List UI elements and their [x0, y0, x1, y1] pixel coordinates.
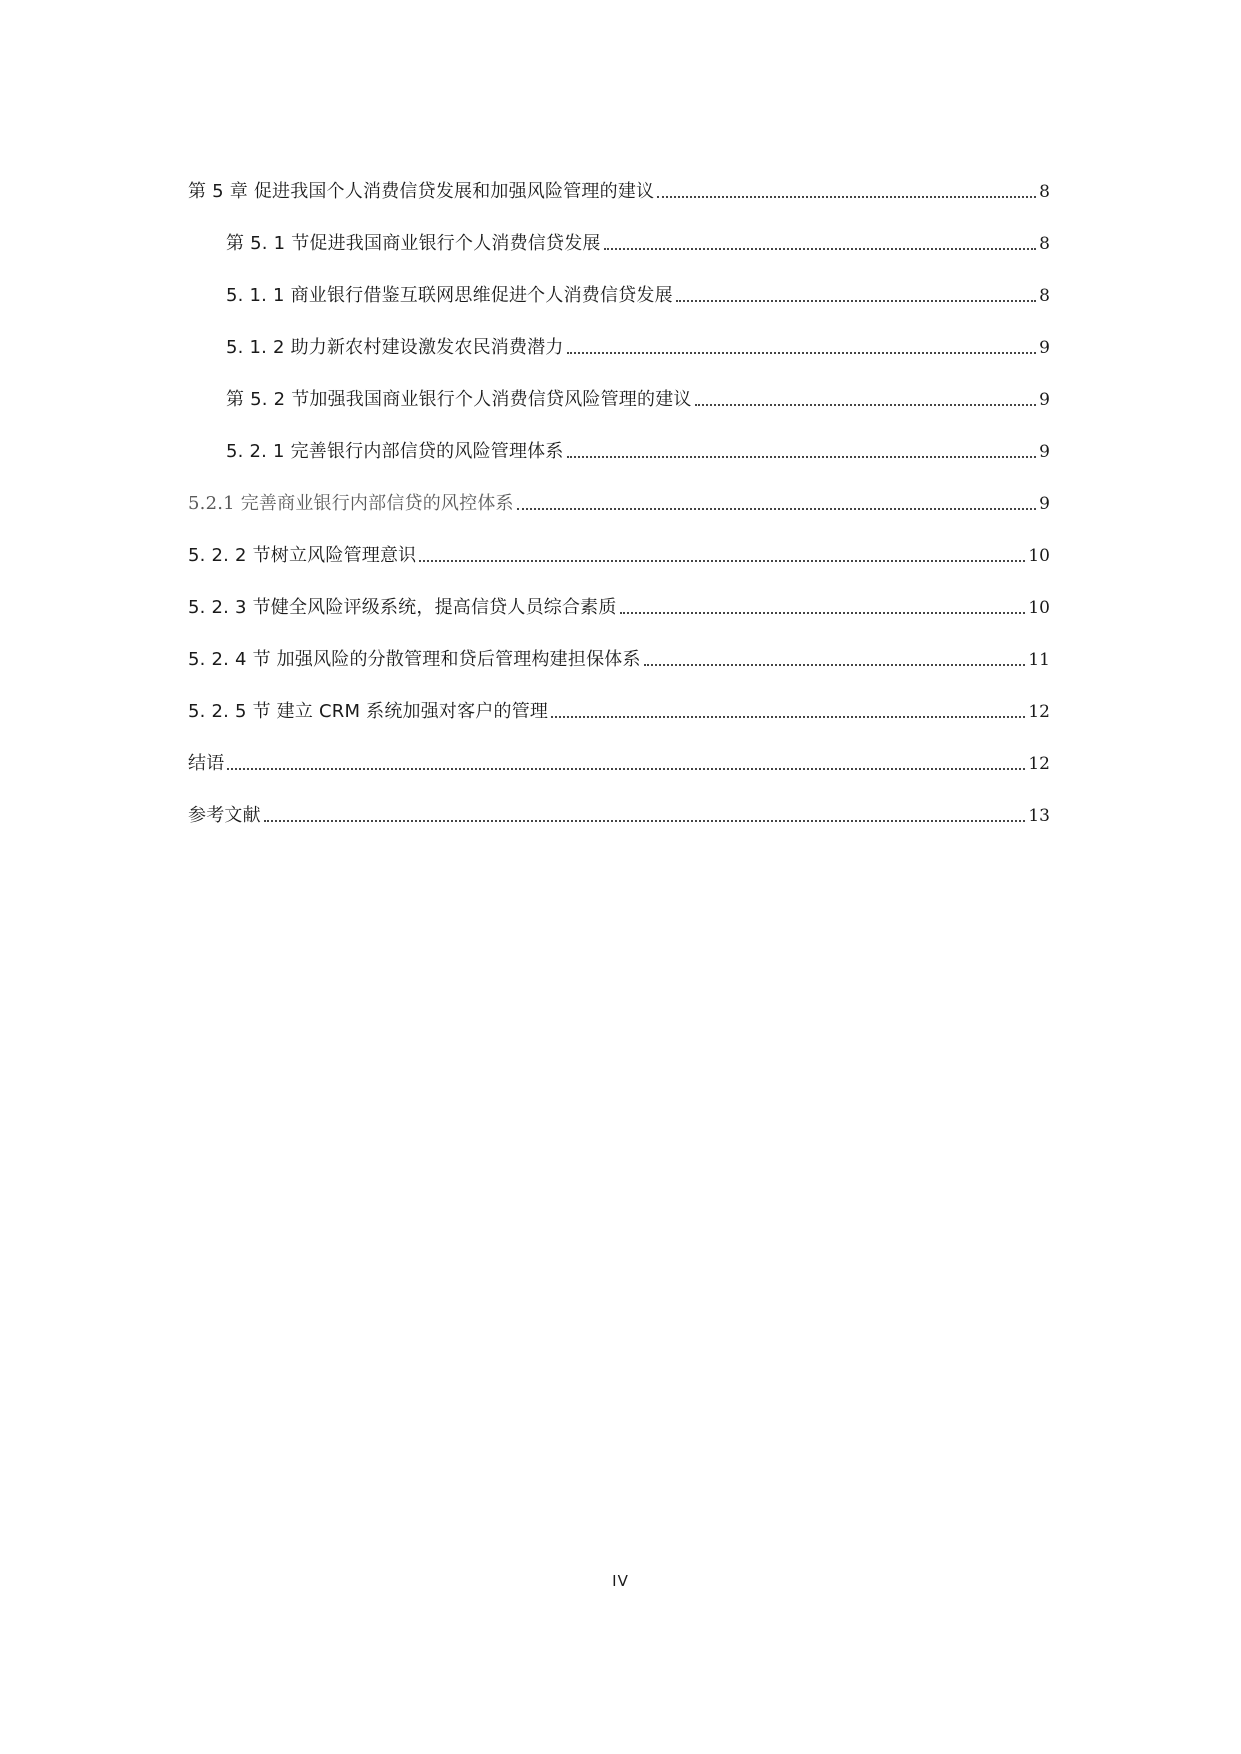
toc-dot-leader [695, 404, 1037, 406]
toc-entry-conclusion[interactable] [188, 723, 1050, 775]
toc-entry-section-5-1[interactable] [188, 203, 1050, 255]
toc-dot-leader [567, 456, 1037, 458]
toc-entry-subsection-5-2-4[interactable] [188, 619, 1050, 671]
toc-dot-leader [551, 716, 1025, 718]
toc-entry-page: 8 [1039, 234, 1050, 254]
toc-entry-section-5-2[interactable] [188, 359, 1050, 411]
toc-entry-title: 5. 2. 4 节 加强风险的分散管理和贷后管理构建担保体系 [188, 649, 641, 670]
toc-entry-page: 9 [1039, 338, 1050, 358]
page-number: IV [612, 1572, 629, 1590]
toc-entry-subsection-5-1-2[interactable] [188, 307, 1050, 359]
toc-dot-leader [517, 508, 1036, 510]
toc-entry-title: 第 5. 2 节加强我国商业银行个人消费信贷风险管理的建议 [226, 389, 692, 410]
toc-entry-title: 5.2.1 完善商业银行内部信贷的风控体系 [188, 493, 514, 514]
toc-entry-subsection-5-1-1[interactable] [188, 255, 1050, 307]
toc-entry-title: 5. 2. 1 完善银行内部信贷的风险管理体系 [226, 441, 564, 462]
toc-entry-title: 结语 [188, 753, 225, 774]
toc-dot-leader [604, 248, 1037, 250]
toc-dot-leader [227, 768, 1025, 770]
toc-entry-title: 5. 2. 2 节树立风险管理意识 [188, 545, 417, 566]
toc-entry-title: 第 5 章 促进我国个人消费信贷发展和加强风险管理的建议 [188, 181, 655, 202]
toc-entry-title: 5. 1. 1 商业银行借鉴互联网思维促进个人消费信贷发展 [226, 285, 673, 306]
toc-entry-title: 5. 2. 3 节健全风险评级系统，提高信贷人员综合素质 [188, 597, 617, 618]
toc-dot-leader [644, 664, 1026, 666]
table-of-contents [188, 151, 1050, 827]
toc-entry-page: 11 [1028, 650, 1050, 670]
toc-entry-subsection-5-2-5[interactable] [188, 671, 1050, 723]
toc-entry-page: 12 [1028, 702, 1050, 722]
toc-entry-title: 5. 1. 2 助力新农村建设激发农民消费潜力 [226, 337, 564, 358]
toc-dot-leader [419, 560, 1025, 562]
toc-entry-title: 参考文献 [188, 805, 261, 826]
toc-entry-page: 9 [1039, 442, 1050, 462]
toc-dot-leader [676, 300, 1036, 302]
toc-dot-leader [264, 820, 1026, 822]
toc-entry-page: 9 [1039, 494, 1050, 514]
toc-entry-page: 8 [1039, 182, 1050, 202]
toc-dot-leader [657, 196, 1036, 198]
toc-entry-page: 9 [1039, 390, 1050, 410]
toc-entry-subsection-5-2-1[interactable] [188, 411, 1050, 463]
toc-dot-leader [620, 612, 1026, 614]
toc-entry-subsection-5-2-2[interactable] [188, 515, 1050, 567]
toc-entry-page: 10 [1028, 598, 1050, 618]
toc-entry-references[interactable] [188, 775, 1050, 827]
toc-entry-title: 5. 2. 5 节 建立 CRM 系统加强对客户的管理 [188, 701, 549, 722]
toc-dot-leader [567, 352, 1037, 354]
toc-entry-chapter-5[interactable] [188, 151, 1050, 203]
toc-entry-subsection-5-2-3[interactable] [188, 567, 1050, 619]
toc-entry-subsection-5-2-1-alt[interactable] [188, 463, 1050, 515]
toc-entry-page: 12 [1028, 754, 1050, 774]
toc-entry-page: 10 [1028, 546, 1050, 566]
toc-entry-title: 第 5. 1 节促进我国商业银行个人消费信贷发展 [226, 233, 601, 254]
toc-entry-page: 13 [1028, 806, 1050, 826]
toc-entry-page: 8 [1039, 286, 1050, 306]
